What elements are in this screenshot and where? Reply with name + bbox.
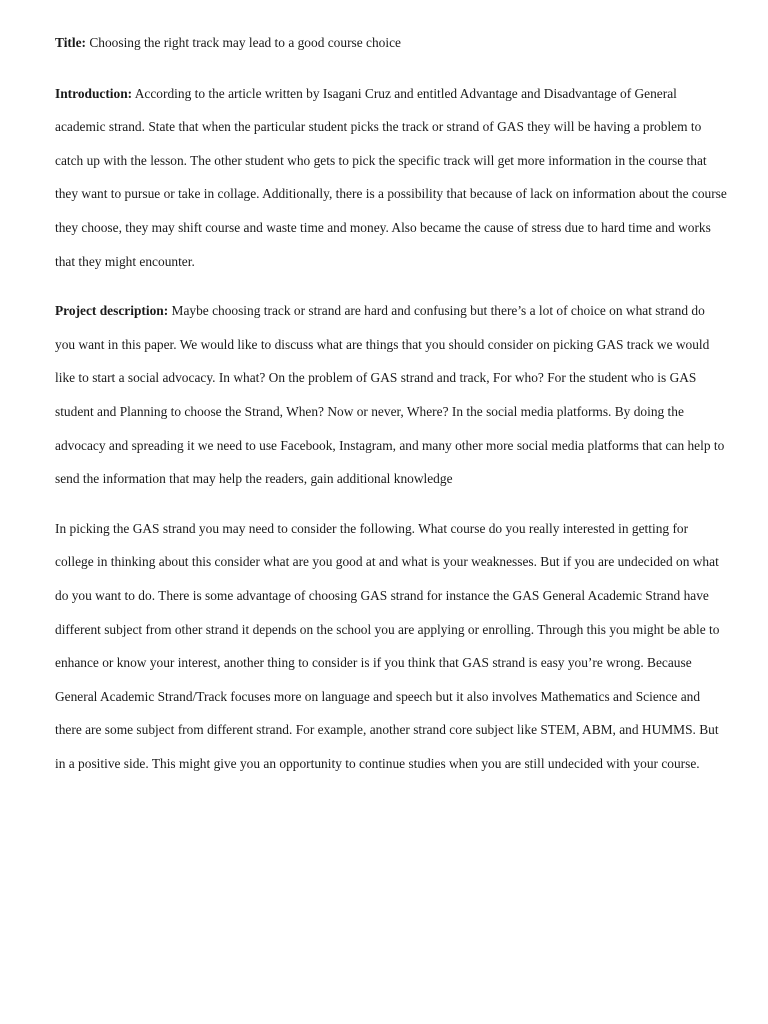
body-paragraph: In picking the GAS strand you may need to consider the following. What course do you really interested in getting for college in thinking about this consider what are you good at and what is your weaknesses. But if you are undecided on what do you want to do. There is some advantage of choosing GAS strand for instance the GAS General Academic Strand have different subject from other strand it depends on the school you are applying or enrolling. Through this you might be able to enhance or know your interest, another thing to consider is if you think that GAS strand is easy you’re wrong. Because General Academic Strand/Track focuses more on language and speech but it also involves Mathematics and Science and there are some subject from different strand. For example, another strand core subject like STEM, ABM, and HUMMS. But in a positive side. This might give you an opportunity to continue studies when you are still undecided with your course. [55, 520, 720, 771]
title-text: Choosing the right track may lead to a good course choice [89, 35, 401, 50]
introduction-text: According to the article written by Isagani Cruz and entitled Advantage and Disadvantage of General academic strand. State that when the particular student picks the track or strand of GAS they will be having a problem to catch up with the lesson. The other student who gets to pick the specific track will get more information in the course that they want to pursue or take in collage. Additionally, there is a possibility that because of lack on information about the course they choose, they may shift course and waste time and money. Also became the cause of stress due to hard time and works that they might encounter. [55, 85, 727, 269]
title-paragraph [55, 26, 727, 60]
project-description-text: Maybe choosing track or strand are hard and confusing but there’s a lot of choice on what strand do you want in this paper. We would like to discuss what are things that you should consider on picking GAS track we would like to start a social advocacy. In what? On the problem of GAS strand and track, For who? For the student who is GAS student and Planning to choose the Strand, When? Now or never, Where? In the social media platforms. By doing the advocacy and spreading it we need to use Facebook, Instagram, and many other more social media platforms that can help to send the information that may help the readers, gain additional knowledge [55, 303, 725, 487]
project-description-label: Project description: [55, 303, 169, 319]
document-body [55, 26, 727, 796]
title-label: Title: [55, 35, 86, 50]
project-description-paragraph [55, 294, 727, 496]
introduction-paragraph [55, 77, 727, 279]
introduction-label: Introduction: [55, 85, 133, 101]
